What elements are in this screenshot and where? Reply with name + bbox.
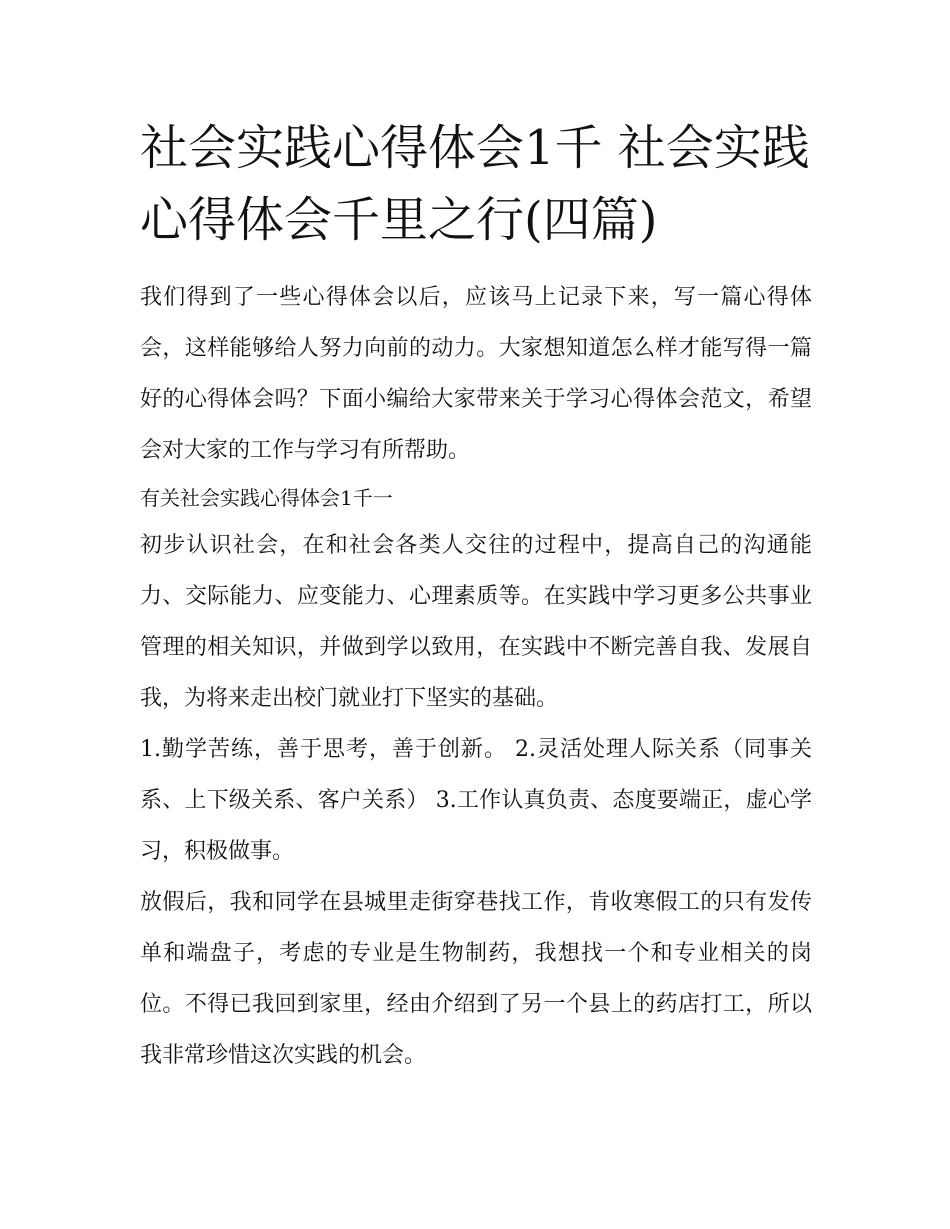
intro-paragraph: 我们得到了一些心得体会以后，应该马上记录下来，写一篇心得体会，这样能够给人努力向前的动力。大家想知道怎么样才能写得一篇好的心得体会吗？下面小编给大家带来关于学习心得体会范文，希望会对大家的工作与学习有所帮助。 <box>140 285 812 463</box>
body-paragraph-3: 放假后，我和同学在县城里走街穿巷找工作，肯收寒假工的只有发传单和端盘子，考虑的专业是生物制药，我想找一个和专业相关的岗位。不得已我回到家里，经由介绍到了另一个县上的药店打工，所以我非常珍惜这次实践的机会。 <box>140 890 812 1068</box>
body-paragraph-2: 1.勤学苦练，善于思考，善于创新。 2.灵活处理人际关系（同事关系、上下级关系、客户关系） 3.工作认真负责、态度要端正，虚心学习，积极做事。 <box>140 737 812 864</box>
section-heading: 有关社会实践心得体会1千一 <box>140 486 393 510</box>
document-title: 社会实践心得体会1千 社会实践心得体会千里之行(四篇) <box>140 120 810 248</box>
body-paragraph-1: 初步认识社会，在和社会各类人交往的过程中，提高自己的沟通能力、交际能力、应变能力、心理素质等。在实践中学习更多公共事业管理的相关知识，并做到学以致用，在实践中不断完善自我、发展自我，为将来走出校门就业打下坚实的基础。 <box>140 533 812 711</box>
document-body <box>140 112 812 1081</box>
